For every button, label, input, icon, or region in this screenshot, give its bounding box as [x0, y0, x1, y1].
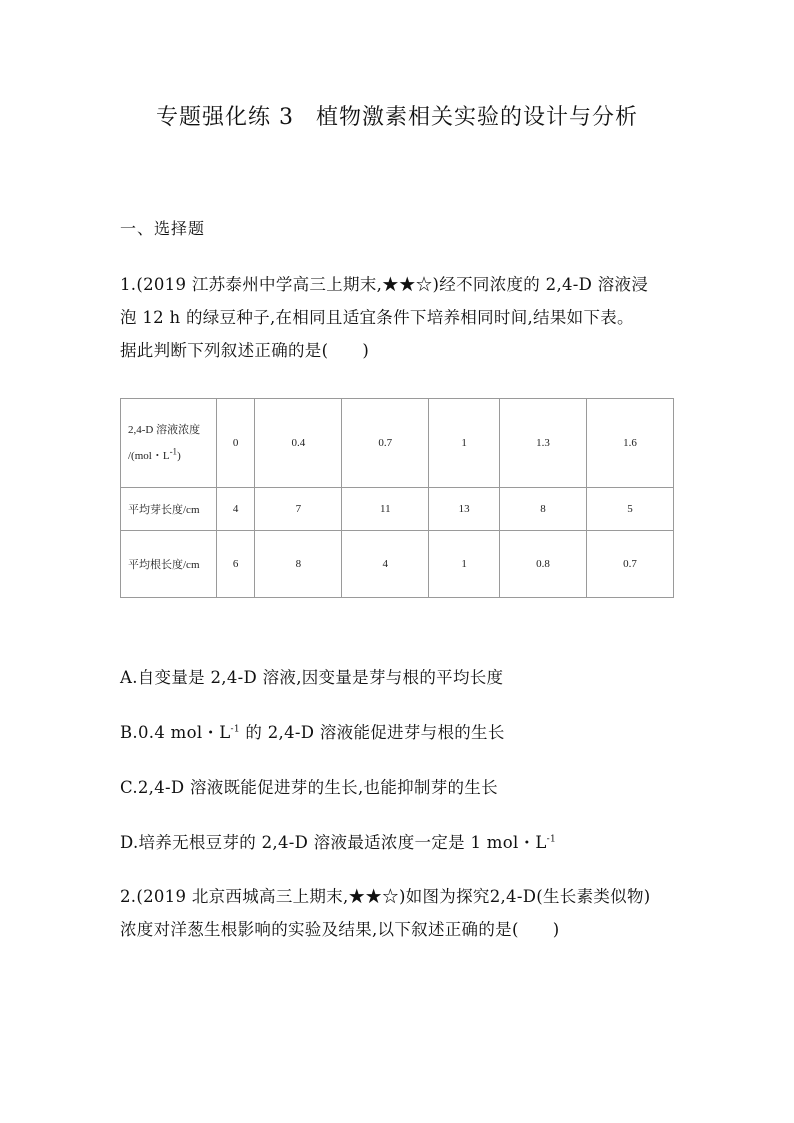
option-d-text: D.培养无根豆芽的 2,4-D 溶液最适浓度一定是 1 mol・L	[120, 833, 547, 852]
data-table	[120, 398, 674, 598]
concentration-unit	[128, 443, 216, 469]
table-cell: 1	[429, 399, 500, 488]
option-a: A.自变量是 2,4-D 溶液,因变量是芽与根的平均长度	[120, 668, 504, 687]
option-c: C.2,4-D 溶液既能促进芽的生长,也能抑制芽的生长	[120, 778, 498, 797]
option-b-rest: 的 2,4-D 溶液能促进芽与根的生长	[239, 723, 505, 742]
section-heading: 一、选择题	[120, 219, 206, 238]
table-cell: 1.3	[500, 399, 587, 488]
table-cell: 6	[217, 531, 255, 598]
table-cell: 1	[429, 531, 500, 598]
table-header-cell	[121, 399, 217, 488]
option-d	[120, 829, 556, 853]
question-1-line-2: 泡 12 h 的绿豆种子,在相同且适宜条件下培养相同时间,结果如下表。	[120, 308, 634, 327]
question-2-stem	[120, 880, 690, 946]
table-cell: 0.7	[342, 399, 429, 488]
question-1-line-3	[120, 334, 690, 367]
concentration-label: 2,4-D 溶液浓度	[128, 424, 201, 436]
table-cell: 4	[342, 531, 429, 598]
option-b-text: B.0.4 mol・L	[120, 723, 231, 742]
table-row	[121, 531, 674, 598]
unit-exponent: -1	[169, 446, 178, 457]
table-cell: 8	[500, 488, 587, 531]
question-1-close-paren: )	[362, 341, 370, 360]
question-1-line-1: 1.(2019 江苏泰州中学高三上期末,★★☆)经不同浓度的 2,4-D 溶液浸	[120, 275, 649, 294]
table-cell: 13	[429, 488, 500, 531]
table-row	[121, 488, 674, 531]
question-2-close-paren: )	[552, 920, 560, 939]
title-number: 专题强化练 3	[155, 105, 294, 130]
table-cell: 0.7	[586, 531, 673, 598]
unit-text: /(mol・L	[128, 450, 170, 462]
question-2-line-2	[120, 913, 690, 946]
question-2-line-1: 2.(2019 北京西城高三上期末,★★☆)如图为探究2,4-D(生长素类似物)	[120, 887, 651, 906]
unit-close: )	[177, 450, 181, 462]
table-cell: 4	[217, 488, 255, 531]
table-cell: 7	[255, 488, 342, 531]
table-cell: 0.8	[500, 531, 587, 598]
table-row	[121, 399, 674, 488]
table-cell: 0.4	[255, 399, 342, 488]
page-title	[0, 100, 794, 131]
table-cell: 8	[255, 531, 342, 598]
title-topic: 植物激素相关实验的设计与分析	[315, 105, 638, 130]
table-cell: 5	[586, 488, 673, 531]
option-d-exponent: -1	[546, 834, 556, 845]
question-1-prompt: 据此判断下列叙述正确的是(	[120, 341, 329, 360]
table-cell: 1.6	[586, 399, 673, 488]
option-b	[120, 719, 505, 743]
table-row-label: 平均根长度/cm	[121, 531, 217, 598]
table-cell: 11	[342, 488, 429, 531]
table-cell: 0	[217, 399, 255, 488]
table-row-label: 平均芽长度/cm	[121, 488, 217, 531]
question-2-prompt: 浓度对洋葱生根影响的实验及结果,以下叙述正确的是(	[120, 920, 519, 939]
option-b-exponent: -1	[230, 724, 240, 735]
question-1-stem	[120, 268, 690, 367]
